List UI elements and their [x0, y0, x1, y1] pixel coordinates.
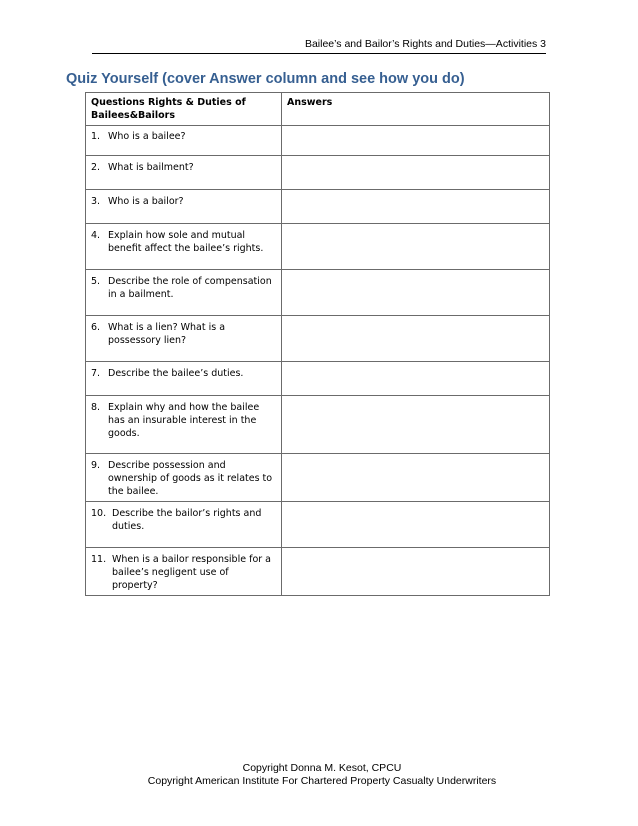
- answer-cell: [282, 224, 550, 270]
- question-number: 1.: [91, 131, 101, 142]
- question-number: 11.: [91, 554, 107, 565]
- question-cell: [86, 270, 282, 316]
- answer-cell: [282, 270, 550, 316]
- answer-cell: [282, 548, 550, 596]
- table-row: [86, 396, 550, 454]
- question-text: When is a bailor responsible for a bailee’s negligent use of property?: [112, 554, 271, 591]
- question-cell: [86, 190, 282, 224]
- question-text: Describe the role of compensation in a bailment.: [108, 276, 272, 300]
- answer-cell: [282, 156, 550, 190]
- table-row: [86, 126, 550, 156]
- question-cell: [86, 126, 282, 156]
- question-number: 7.: [91, 368, 101, 379]
- question-text: Describe the bailee’s duties.: [108, 368, 244, 379]
- table-row: [86, 156, 550, 190]
- quiz-table: [85, 92, 550, 596]
- question-cell: [86, 316, 282, 362]
- column-header-answers: Answers: [282, 93, 550, 126]
- table-row: [86, 454, 550, 502]
- question-cell: [86, 156, 282, 190]
- question-text: What is bailment?: [108, 162, 194, 173]
- question-cell: [86, 362, 282, 396]
- table-row: [86, 362, 550, 396]
- table-row: [86, 316, 550, 362]
- question-number: 10.: [91, 508, 107, 519]
- answer-cell: [282, 126, 550, 156]
- question-number: 8.: [91, 402, 101, 413]
- answer-cell: [282, 316, 550, 362]
- question-text: Explain how sole and mutual benefit affect the bailee’s rights.: [108, 230, 264, 254]
- question-number: 2.: [91, 162, 101, 173]
- question-text: What is a lien? What is a possessory lien?: [108, 322, 226, 346]
- running-header-text: Bailee’s and Bailor’s Rights and Duties—Activities 3: [304, 38, 546, 50]
- copyright-line-author: Copyright Donna M. Kesot, CPCU: [242, 762, 402, 774]
- question-text: Who is a bailee?: [108, 131, 186, 142]
- question-cell: [86, 502, 282, 548]
- column-header-questions: Questions Rights & Duties of Bailees&Bailors: [86, 93, 282, 126]
- question-cell: [86, 548, 282, 596]
- question-cell: [86, 396, 282, 454]
- answer-cell: [282, 502, 550, 548]
- table-row: [86, 190, 550, 224]
- table-row: [86, 548, 550, 596]
- question-number: 6.: [91, 322, 101, 333]
- table-row: [86, 502, 550, 548]
- question-text: Describe the bailor’s rights and duties.: [112, 508, 262, 532]
- table-header-row: [86, 93, 550, 126]
- question-cell: [86, 224, 282, 270]
- question-number: 4.: [91, 230, 101, 241]
- copyright-line-institute: Copyright American Institute For Chartered Property Casualty Underwriters: [147, 775, 497, 787]
- answer-cell: [282, 396, 550, 454]
- page-title: Quiz Yourself (cover Answer column and see how you do): [66, 71, 465, 87]
- question-text: Explain why and how the bailee has an insurable interest in the goods.: [108, 402, 260, 439]
- question-cell: [86, 454, 282, 502]
- question-text: Describe possession and ownership of goods as it relates to the bailee.: [108, 460, 273, 497]
- question-number: 3.: [91, 196, 101, 207]
- answer-cell: [282, 362, 550, 396]
- answer-cell: [282, 454, 550, 502]
- copyright-footer: [0, 762, 638, 788]
- table-row: [86, 224, 550, 270]
- question-number: 5.: [91, 276, 101, 287]
- question-number: 9.: [91, 460, 101, 471]
- table-row: [86, 270, 550, 316]
- running-header: [92, 38, 546, 54]
- question-text: Who is a bailor?: [108, 196, 184, 207]
- answer-cell: [282, 190, 550, 224]
